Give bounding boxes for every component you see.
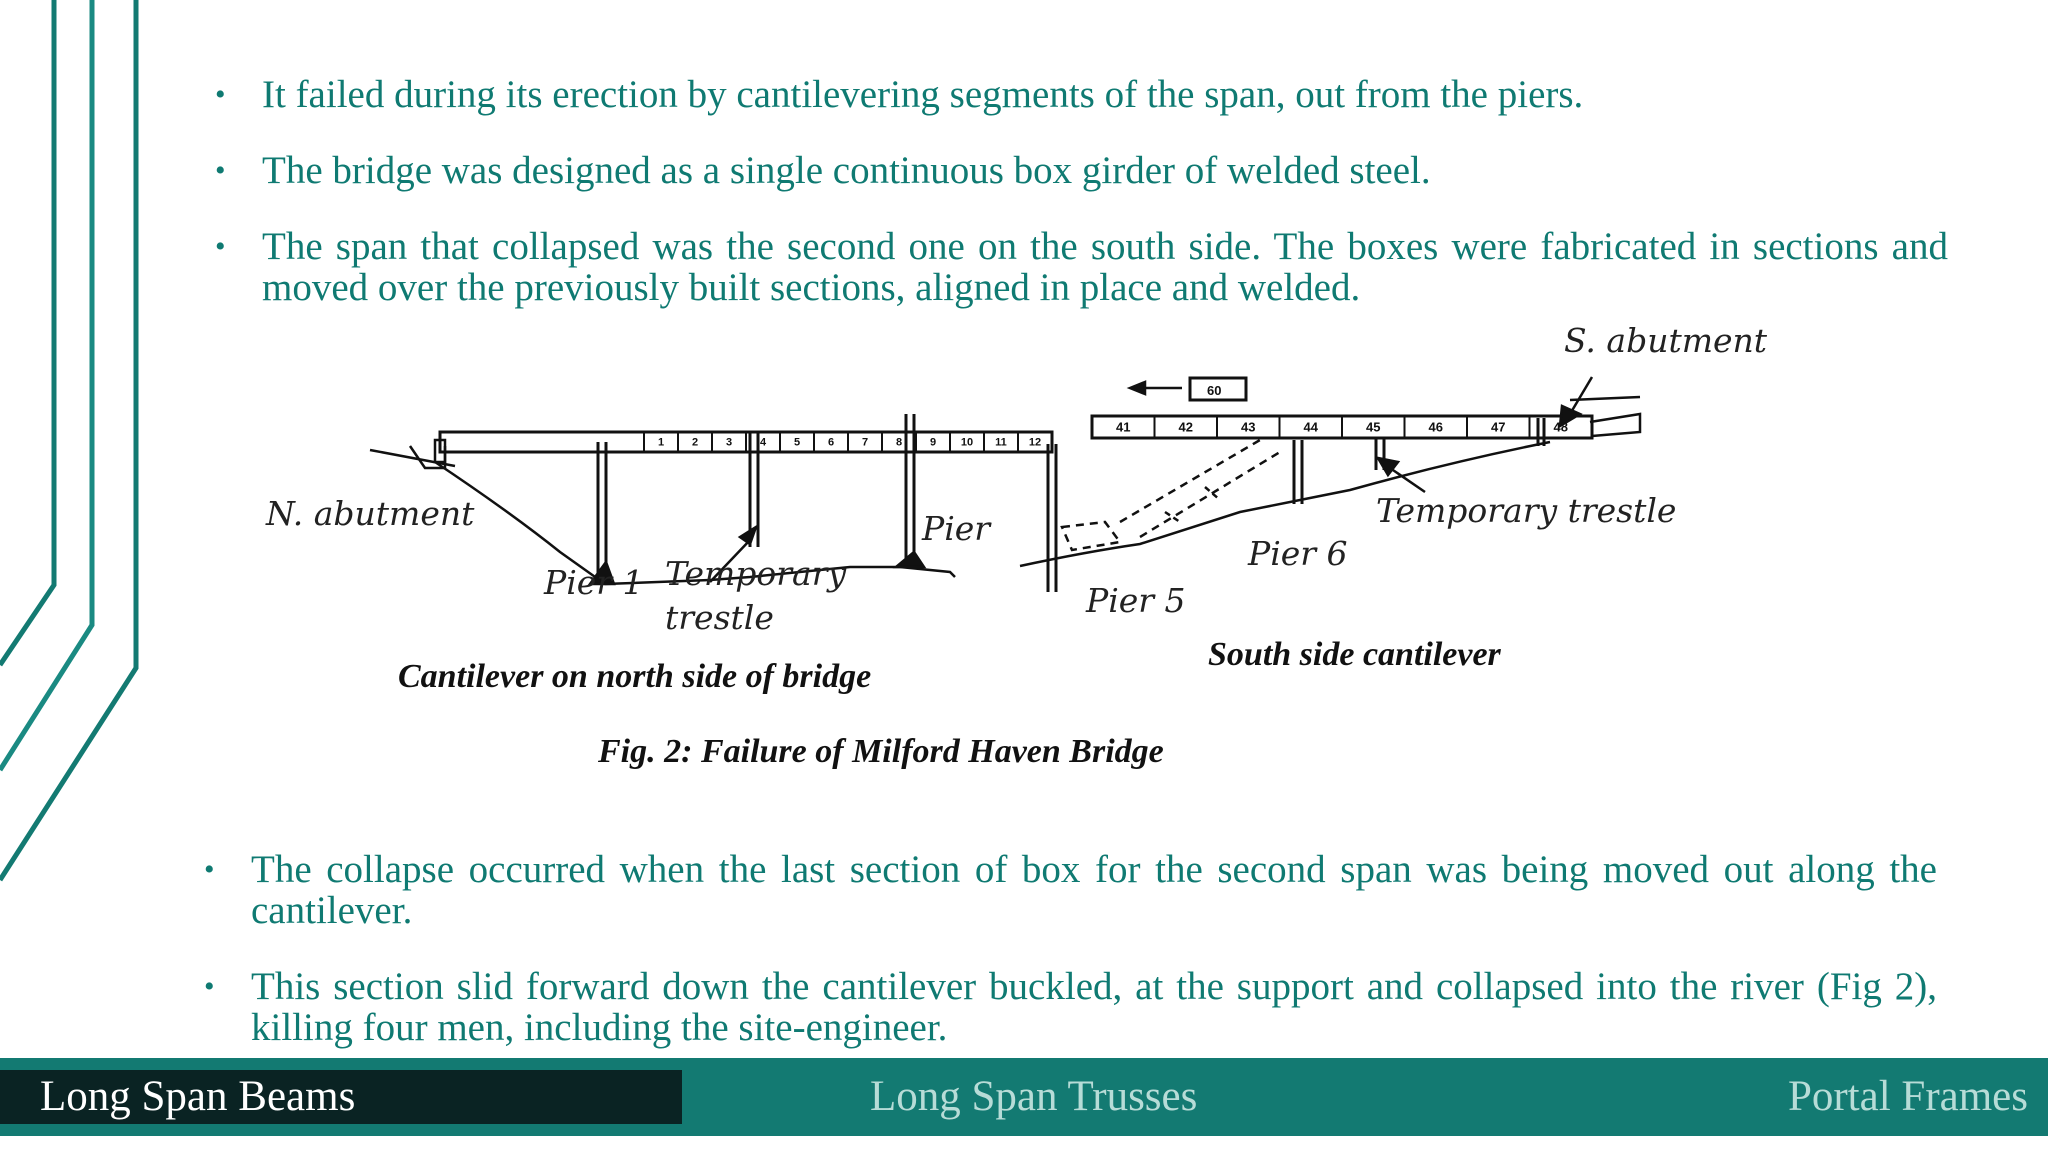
bullet-item: • This section slid forward down the cantilever buckled, at the support and collapsed into the river (Fig 2), killing four men, including the site-engineer. — [204, 965, 1937, 1049]
north-segments — [644, 432, 1052, 452]
south-segments — [1092, 416, 1592, 438]
n-abutment-label: N. abutment — [266, 494, 475, 533]
footer-nav-bar — [0, 1058, 2048, 1136]
figure-title: Fig. 2: Failure of Milford Haven Bridge — [598, 733, 1164, 770]
segment-label: 47 — [1491, 419, 1506, 435]
bullet-dot: • — [204, 970, 215, 1003]
segment-label: 44 — [1303, 419, 1318, 435]
pier-label: Pier — [922, 509, 991, 548]
south-caption: South side cantilever — [1208, 636, 1501, 673]
segment-label: 42 — [1178, 419, 1193, 435]
temporary-trestle-south-label: Temporary trestle — [1376, 491, 1677, 530]
decorative-corner-lines — [0, 0, 150, 900]
bullet-dot: • — [215, 154, 226, 187]
tab-long-span-trusses[interactable]: Long Span Trusses — [870, 1073, 1198, 1120]
pier-6-label: Pier 6 — [1248, 534, 1348, 573]
segment-label: 7 — [861, 436, 869, 449]
pier-5-label: Pier 5 — [1086, 581, 1186, 620]
segment-label: 48 — [1553, 419, 1568, 435]
north-caption: Cantilever on north side of bridge — [398, 658, 872, 695]
bullet-item: • It failed during its erection by cantilevering segments of the span, out from the piers. — [215, 73, 1584, 116]
tab-portal-frames[interactable]: Portal Frames — [1787, 1073, 2028, 1120]
s-abutment-label: S. abutment — [1564, 322, 1768, 360]
segment-label: 10 — [960, 436, 974, 449]
segment-label: 1 — [657, 436, 665, 449]
segment-label: 46 — [1428, 419, 1443, 435]
bullet-item: • The span that collapsed was the second one on the south side. The boxes were fabricated in sections and moved over the previously built sections, aligned in place and welded. — [215, 225, 1948, 309]
bullet-item: • The bridge was designed as a single continuous box girder of welded steel. — [215, 149, 1431, 192]
bullet-dot: • — [215, 78, 226, 111]
temporary-trestle-label-1: Temporary — [665, 554, 847, 593]
temporary-trestle-label-2: trestle — [665, 598, 774, 637]
tab-long-span-beams[interactable]: Long Span Beams — [0, 1070, 682, 1124]
segment-label: 9 — [929, 436, 937, 449]
bridge-failure-figure — [250, 322, 1770, 792]
segment-label: 4 — [759, 436, 767, 449]
top-bullet-list — [215, 73, 1948, 343]
segment-label: 3 — [725, 436, 733, 449]
segment-label: 6 — [827, 436, 835, 449]
bullet-dot: • — [215, 230, 226, 263]
bottom-bullet-list — [204, 848, 1937, 1083]
segment-label: 8 — [895, 436, 903, 449]
moving-segment-label: 60 — [1207, 383, 1222, 398]
bullet-dot: • — [204, 853, 215, 886]
bullet-item: • The collapse occurred when the last section of box for the second span was being moved out along the cantilever. — [204, 848, 1937, 932]
segment-label: 11 — [995, 436, 1007, 449]
segment-label: 43 — [1241, 419, 1256, 435]
pier-1-label: Pier 1 — [544, 563, 644, 602]
segment-label: 41 — [1116, 419, 1131, 435]
segment-label: 45 — [1366, 419, 1381, 435]
segment-label: 12 — [1028, 436, 1042, 449]
segment-label: 5 — [793, 436, 801, 449]
segment-label: 2 — [691, 436, 699, 449]
